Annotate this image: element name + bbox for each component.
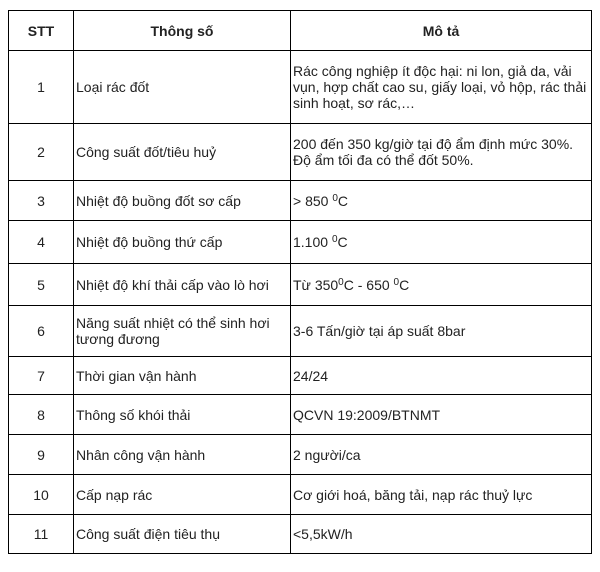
degree-superscript: 0 [332, 192, 338, 204]
temp-range-mid: C - 650 [343, 276, 394, 293]
degree-superscript: 0 [393, 276, 400, 288]
degree-superscript: 0 [338, 276, 344, 288]
header-stt: STT [9, 11, 74, 51]
temp-unit: C [337, 234, 348, 250]
table-row [9, 475, 592, 515]
temp-value: 1.100 [293, 234, 332, 250]
row-description: QCVN 19:2009/BTNMT [291, 395, 592, 435]
row-description: 2 người/ca [291, 435, 592, 475]
row-parameter: Nhiệt độ buồng đốt sơ cấp [74, 181, 291, 221]
row-parameter: Loại rác đốt [74, 51, 291, 124]
row-parameter: Cấp nạp rác [74, 475, 291, 515]
row-stt: 7 [9, 357, 74, 395]
row-stt: 5 [9, 264, 74, 306]
row-description [291, 264, 592, 306]
temp-value: > 850 [293, 192, 333, 209]
row-parameter: Thông số khói thải [74, 395, 291, 435]
row-parameter: Thời gian vận hành [74, 357, 291, 395]
row-parameter: Nhiệt độ khí thải cấp vào lò hơi [74, 264, 291, 306]
degree-superscript: 0 [331, 234, 338, 245]
row-description: 3-6 Tấn/giờ tại áp suất 8bar [291, 306, 592, 357]
row-stt: 6 [9, 306, 74, 357]
table-row [9, 181, 592, 221]
table-row [9, 124, 592, 181]
table-row [9, 264, 592, 306]
row-parameter: Công suất điện tiêu thụ [74, 515, 291, 554]
row-stt: 9 [9, 435, 74, 475]
row-stt: 10 [9, 475, 74, 515]
row-stt: 1 [9, 51, 74, 124]
specs-table [8, 10, 592, 554]
header-description: Mô tả [291, 11, 592, 51]
table-row [9, 221, 592, 264]
temp-unit: C [399, 276, 410, 293]
table-header-row [9, 11, 592, 51]
table-row [9, 306, 592, 357]
row-description: Rác công nghiệp ít độc hại: ni lon, giả da, vải vụn, hợp chất cao su, giấy loại, vỏ hộp, rác thải sinh hoạt, sơ rác,… [291, 51, 592, 124]
row-stt: 3 [9, 181, 74, 221]
table-row [9, 395, 592, 435]
row-description: 200 đến 350 kg/giờ tại độ ẩm định mức 30%. Độ ẩm tối đa có thể đốt 50%. [291, 124, 592, 181]
row-parameter: Nhiệt độ buồng thứ cấp [74, 221, 291, 264]
table-row [9, 515, 592, 554]
table-row [9, 435, 592, 475]
row-parameter: Công suất đốt/tiêu huỷ [74, 124, 291, 181]
temp-unit: C [337, 192, 349, 209]
row-stt: 2 [9, 124, 74, 181]
row-description: Cơ giới hoá, băng tải, nạp rác thuỷ lực [291, 475, 592, 515]
row-stt: 11 [9, 515, 74, 554]
row-description: <5,5kW/h [291, 515, 592, 554]
header-parameter: Thông số [74, 11, 291, 51]
temp-value: Từ 350 [293, 276, 339, 293]
row-description [291, 221, 592, 264]
table-row [9, 51, 592, 124]
row-parameter: Năng suất nhiệt có thể sinh hơi tương đương [74, 306, 291, 357]
row-description: 24/24 [291, 357, 592, 395]
row-stt: 8 [9, 395, 74, 435]
row-description [291, 181, 592, 221]
row-stt: 4 [9, 221, 74, 264]
table-row [9, 357, 592, 395]
row-parameter: Nhân công vận hành [74, 435, 291, 475]
